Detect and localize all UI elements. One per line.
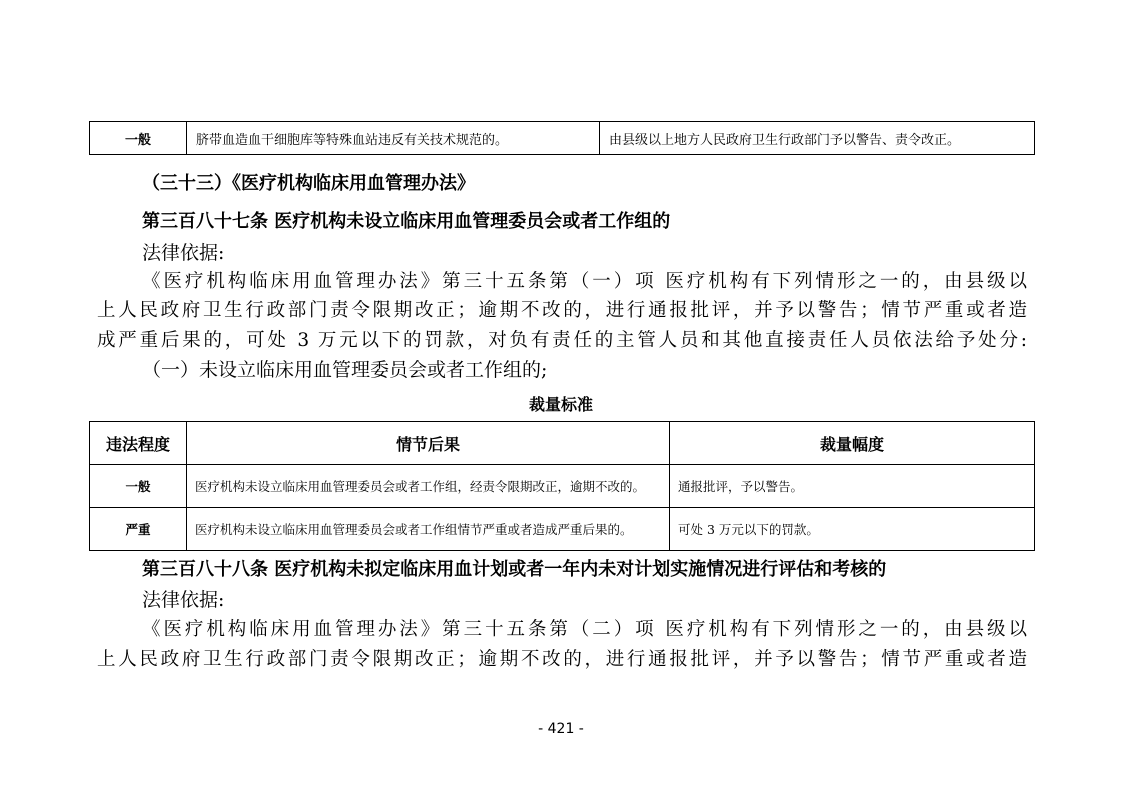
standard-title: 裁量标准 [528, 395, 593, 414]
table-row [90, 465, 1035, 508]
table-row [90, 122, 1035, 155]
article-388-basis-label: 法律依据: [142, 589, 225, 611]
header-violation-level: 违法程度 [90, 422, 187, 465]
previous-standard-table [89, 121, 1035, 155]
violation-level-cell: 严重 [90, 508, 187, 551]
table-header-row [90, 422, 1035, 465]
article-387-text-line: 成严重后果的，可处 3 万元以下的罚款，对负有责任的主管人员和其他直接责任人员依法给予处分: [97, 330, 1027, 351]
article-387-text-line: 《医疗机构临床用血管理办法》第三十五条第（一）项 医疗机构有下列情形之一的，由县级以 [142, 271, 1027, 292]
penalty-cell: 可处 3 万元以下的罚款。 [670, 508, 1035, 551]
penalty-cell: 通报批评，予以警告。 [670, 465, 1035, 508]
article-387-text-line: 上人民政府卫生行政部门责令限期改正；逾期不改的，进行通报批评，并予以警告；情节严重或者造 [97, 300, 1027, 321]
article-388-text-line: 上人民政府卫生行政部门责令限期改正；逾期不改的，进行通报批评，并予以警告；情节严重或者造 [97, 649, 1027, 670]
section-title: （三十三）《医疗机构临床用血管理办法》 [142, 173, 475, 194]
article-387-text-line: （一）未设立临床用血管理委员会或者工作组的; [142, 359, 548, 381]
article-388-title: 第三百八十八条 医疗机构未拟定临床用血计划或者一年内未对计划实施情况进行评估和考核的 [142, 559, 887, 580]
header-circumstance: 情节后果 [187, 422, 670, 465]
penalty-cell: 由县级以上地方人民政府卫生行政部门予以警告、责令改正。 [600, 122, 1035, 155]
circumstance-cell: 脐带血造血干细胞库等特殊血站违反有关技术规范的。 [187, 122, 600, 155]
article-387-basis-label: 法律依据: [142, 242, 225, 264]
discretion-standard-table [89, 421, 1035, 551]
page-number: - 421 - [538, 721, 584, 737]
violation-level-cell: 一般 [90, 122, 187, 155]
violation-level-cell: 一般 [90, 465, 187, 508]
header-penalty-range: 裁量幅度 [670, 422, 1035, 465]
circumstance-cell: 医疗机构未设立临床用血管理委员会或者工作组情节严重或者造成严重后果的。 [187, 508, 670, 551]
article-387-title: 第三百八十七条 医疗机构未设立临床用血管理委员会或者工作组的 [142, 211, 671, 232]
table-row [90, 508, 1035, 551]
article-388-text-line: 《医疗机构临床用血管理办法》第三十五条第（二）项 医疗机构有下列情形之一的，由县级以 [142, 619, 1027, 640]
circumstance-cell: 医疗机构未设立临床用血管理委员会或者工作组，经责令限期改正，逾期不改的。 [187, 465, 670, 508]
